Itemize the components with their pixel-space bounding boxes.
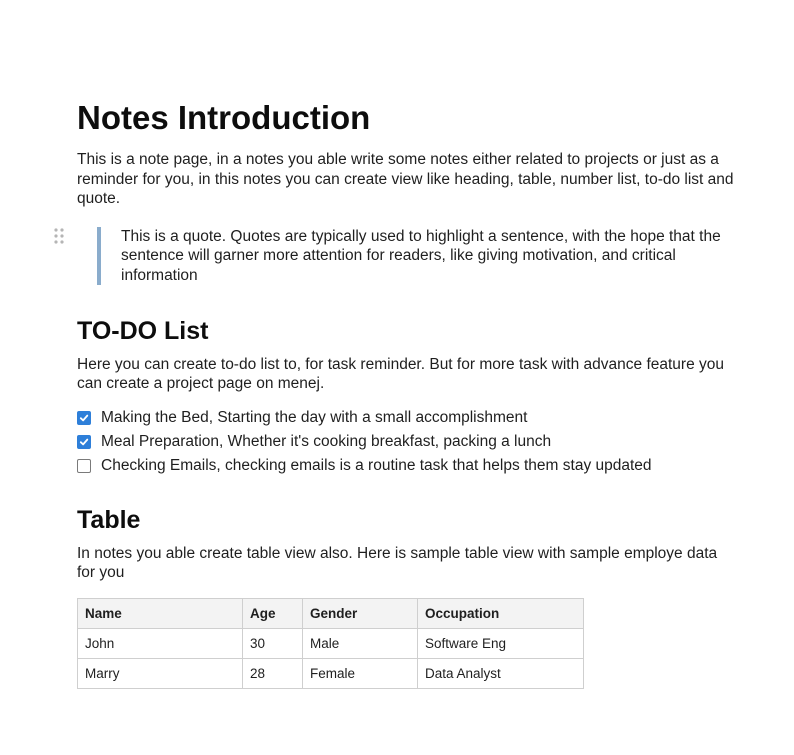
quote-block[interactable] [97, 227, 737, 285]
table-heading[interactable]: Table [77, 505, 141, 534]
column-header-gender[interactable]: Gender [303, 598, 418, 628]
check-icon [79, 413, 89, 423]
todo-heading[interactable]: TO-DO List [77, 316, 209, 345]
table-row [78, 658, 584, 688]
todo-list [77, 406, 737, 478]
quote-text[interactable]: This is a quote. Quotes are typically used to highlight a sentence, with the hope that the sentence will garner more attention for readers, like giving motivation, and critical information [121, 227, 721, 284]
table-row [78, 628, 584, 658]
todo-item-label[interactable]: Checking Emails, checking emails is a routine task that helps them stay updated [101, 456, 652, 474]
table-cell[interactable]: Marry [78, 658, 243, 688]
todo-checkbox-checked[interactable] [77, 411, 91, 425]
table-cell[interactable]: Female [303, 658, 418, 688]
todo-item [77, 406, 737, 430]
check-icon [79, 437, 89, 447]
column-header-name[interactable]: Name [78, 598, 243, 628]
table-description[interactable]: In notes you able create table view also. Here is sample table view with sample employe data for you [77, 544, 718, 581]
page-title[interactable]: Notes Introduction [77, 99, 371, 136]
table-header-row [78, 598, 584, 628]
column-header-age[interactable]: Age [243, 598, 303, 628]
table-cell[interactable]: John [78, 628, 243, 658]
table-cell[interactable]: Data Analyst [418, 658, 584, 688]
todo-checkbox-unchecked[interactable] [77, 459, 91, 473]
table-cell[interactable]: 28 [243, 658, 303, 688]
todo-item [77, 430, 737, 454]
todo-item-label[interactable]: Making the Bed, Starting the day with a small accomplishment [101, 408, 528, 426]
todo-checkbox-checked[interactable] [77, 435, 91, 449]
employee-table [77, 598, 584, 689]
intro-paragraph[interactable]: This is a note page, in a notes you able write some notes either related to projects or just as a reminder for you, in this notes you can create view like heading, table, number list, to-do list and quote. [77, 151, 734, 207]
drag-handle-icon[interactable] [53, 227, 65, 245]
note-document [77, 96, 737, 689]
todo-description[interactable]: Here you can create to-do list to, for task reminder. But for more task with advance feature you can create a project page on menej. [77, 355, 725, 392]
table-cell[interactable]: Male [303, 628, 418, 658]
table-cell[interactable]: 30 [243, 628, 303, 658]
table-cell[interactable]: Software Eng [418, 628, 584, 658]
todo-item-label[interactable]: Meal Preparation, Whether it's cooking breakfast, packing a lunch [101, 432, 552, 450]
column-header-occupation[interactable]: Occupation [418, 598, 584, 628]
todo-item [77, 454, 737, 478]
